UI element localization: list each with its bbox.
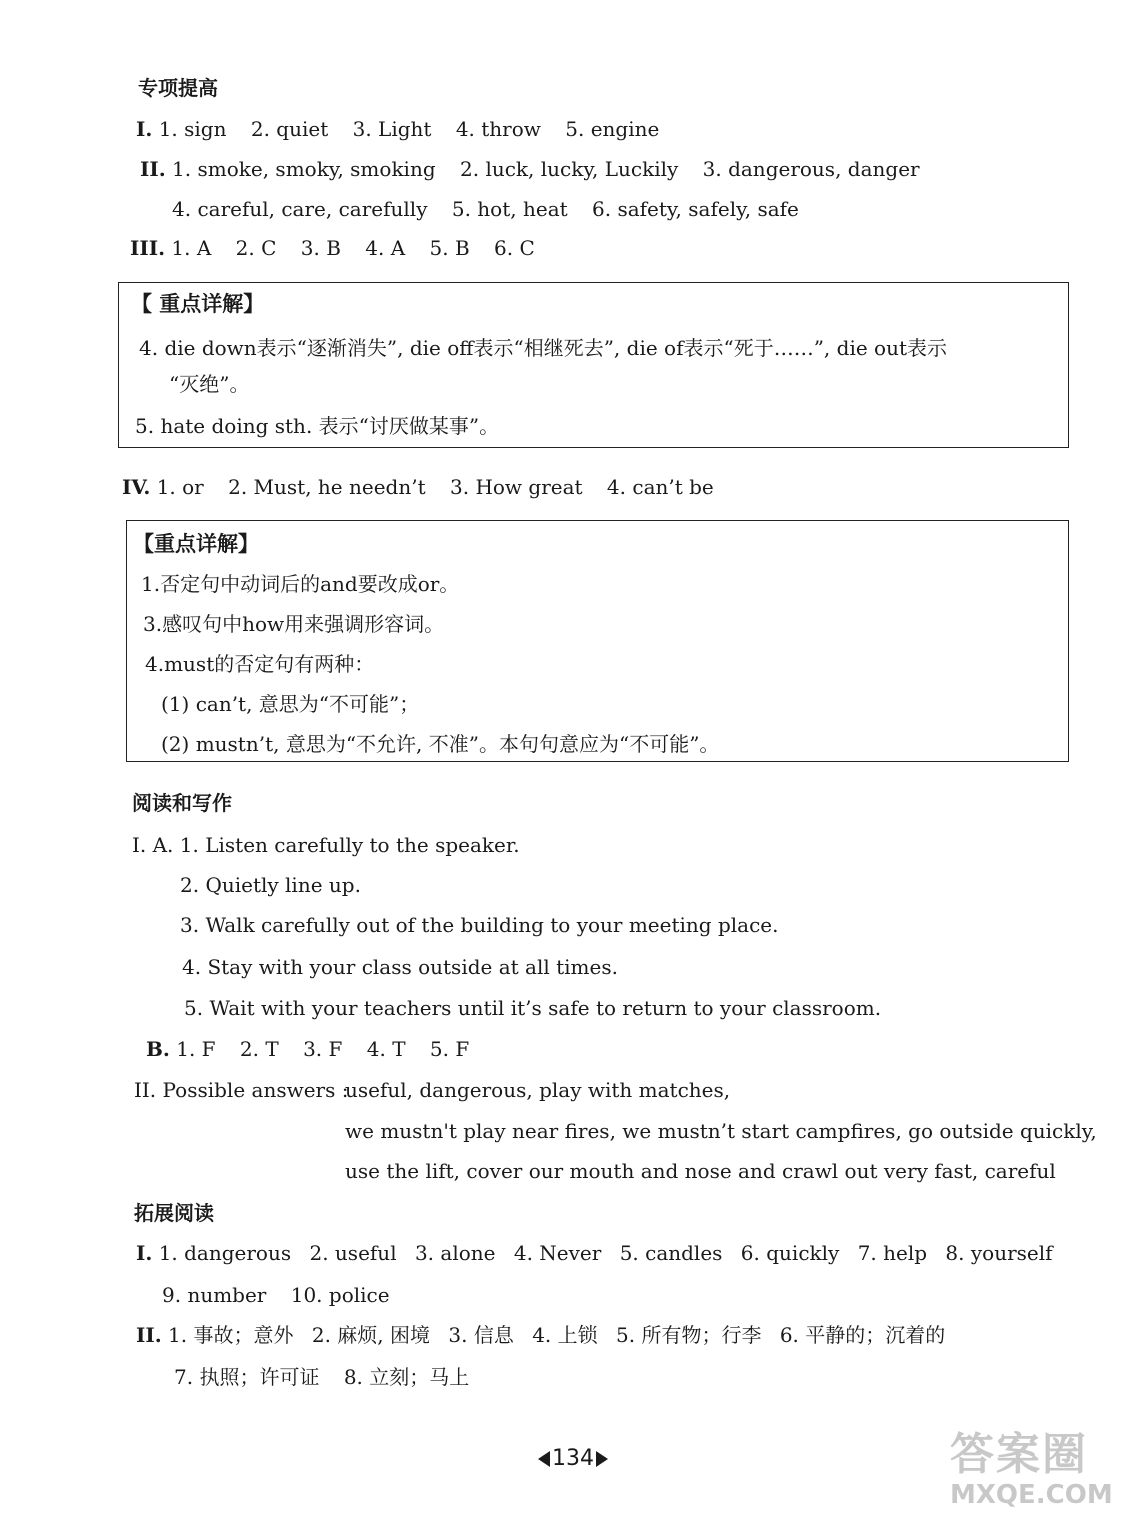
answer-item: 2. Must, he needn’t <box>228 475 426 499</box>
answer-row-I <box>136 1240 1053 1266</box>
row-label: III. <box>130 236 166 260</box>
answer-item: 4. throw <box>455 117 541 141</box>
answer-row-IV <box>122 474 714 500</box>
answer-line: we mustn't play near fires, we mustn’t start campfires, go outside quickly, <box>345 1119 1097 1143</box>
answer-item: 4. A <box>365 236 406 260</box>
answer-item: 2. luck, lucky, Luckily <box>460 157 679 181</box>
explanation-line: 3.感叹句中how用来强调形容词。 <box>143 612 445 636</box>
answer-item: 9. number <box>162 1283 267 1307</box>
answer-item: 1. F <box>176 1037 216 1061</box>
answer-item: 3. F <box>303 1037 343 1061</box>
answer-item: 1. or <box>156 475 204 499</box>
answer-item: 2. T <box>239 1037 279 1061</box>
answer-line: I. A. 1. Listen carefully to the speaker. <box>132 833 520 857</box>
answer-item: 2. 麻烦, 困境 <box>311 1323 431 1347</box>
answer-item: 1. 事故；意外 <box>168 1323 294 1347</box>
answer-line: 5. Wait with your teachers until it’s safe to return to your classroom. <box>184 996 882 1020</box>
answer-item: 7. help <box>857 1241 928 1265</box>
explanation-line: 1.否定句中动词后的and要改成or。 <box>141 572 460 596</box>
answer-item: 4. 上锁 <box>532 1323 598 1347</box>
answer-line: 2. Quietly line up. <box>180 873 361 897</box>
explanation-line: 4.must的否定句有两种： <box>145 652 375 676</box>
answer-item: 5. engine <box>565 117 660 141</box>
answer-item: 1. smoke, smoky, smoking <box>172 157 436 181</box>
watermark-logo: 答案圈 <box>950 1429 1088 1480</box>
answer-item: 1. sign <box>158 117 227 141</box>
key-points-box-1 <box>118 282 1069 448</box>
explanation-line: “灭绝”。 <box>169 372 250 396</box>
answer-item: 3. alone <box>414 1241 496 1265</box>
answer-line: use the lift, cover our mouth and nose and crawl out very fast, careful <box>345 1159 1056 1183</box>
row-label: B. <box>146 1037 170 1061</box>
explanation-line: (2) mustn’t, 意思为“不允许, 不准”。本句句意应为“不可能”。 <box>161 732 720 756</box>
answer-row-B <box>146 1036 469 1062</box>
answer-item: 3. 信息 <box>448 1323 514 1347</box>
answer-item: 4. can’t be <box>606 475 714 499</box>
possible-answers-label: II. Possible answers : <box>134 1078 349 1102</box>
answer-item: 6. 平静的；沉着的 <box>779 1323 946 1347</box>
answer-line: 3. Walk carefully out of the building to your meeting place. <box>180 913 779 937</box>
row-label: I. <box>136 117 153 141</box>
answer-item: 5. F <box>429 1037 470 1061</box>
answer-item: 3. B <box>300 236 341 260</box>
box-title: 【重点详解】 <box>133 531 259 556</box>
answer-item: 3. Light <box>352 117 432 141</box>
section-title-special-improvement: 专项提高 <box>138 76 218 100</box>
answer-item: 6. quickly <box>740 1241 840 1265</box>
answer-item: 1. A <box>171 236 212 260</box>
answer-item: 6. safety, safely, safe <box>592 197 799 221</box>
answer-item: 5. hot, heat <box>451 197 568 221</box>
page-number <box>538 1446 608 1472</box>
answer-row-III <box>130 235 535 261</box>
key-points-box-2 <box>126 520 1069 762</box>
answer-item: 4. T <box>366 1037 406 1061</box>
answer-item: 4. Never <box>513 1241 602 1265</box>
answer-row-II <box>136 1322 945 1348</box>
row-label: II. <box>136 1323 162 1347</box>
answer-item: 5. 所有物；行李 <box>616 1323 762 1347</box>
answer-item: 4. careful, care, carefully <box>172 197 428 221</box>
answer-item: 8. 立刻；马上 <box>343 1365 470 1389</box>
answer-item: 1. dangerous <box>158 1241 292 1265</box>
explanation-line: (1) can’t, 意思为“不可能”； <box>161 692 420 716</box>
explanation-line: 4. die down表示“逐渐消失”, die off表示“相继死去”, die of表示“死于……”, die out表示 <box>139 336 947 360</box>
explanation-line: 5. hate doing sth. 表示“讨厌做某事”。 <box>135 414 500 438</box>
answer-line: 4. Stay with your class outside at all times. <box>182 955 618 979</box>
answer-item: 2. quiet <box>250 117 329 141</box>
answer-item: 3. How great <box>450 475 583 499</box>
section-title-extended-reading: 拓展阅读 <box>134 1201 214 1225</box>
answer-item: 2. useful <box>309 1241 397 1265</box>
row-label: II. <box>140 157 166 181</box>
answer-item: 10. police <box>290 1283 390 1307</box>
answer-item: 3. dangerous, danger <box>702 157 920 181</box>
answer-row-II-cont <box>172 196 799 222</box>
answer-row-I-cont <box>162 1282 390 1308</box>
arrow-left-icon <box>538 1451 550 1467</box>
page-number-text: 134 <box>552 1446 594 1471</box>
answer-row-I <box>136 116 659 142</box>
row-label: IV. <box>122 475 151 499</box>
answer-item: 8. yourself <box>945 1241 1053 1265</box>
section-title-reading-writing: 阅读和写作 <box>132 791 232 815</box>
answer-row-II <box>140 156 920 182</box>
answer-line: useful, dangerous, play with matches, <box>345 1078 731 1102</box>
box-title: 【 重点详解】 <box>131 291 265 316</box>
answer-row-II-cont <box>174 1364 469 1390</box>
watermark <box>950 1430 1120 1530</box>
answer-item: 7. 执照；许可证 <box>174 1365 320 1389</box>
row-label: I. <box>136 1241 153 1265</box>
arrow-right-icon <box>596 1451 608 1467</box>
watermark-url: MXQE.COM <box>950 1480 1113 1510</box>
answer-item: 2. C <box>235 236 277 260</box>
answer-item: 5. B <box>429 236 470 260</box>
answer-item: 5. candles <box>619 1241 723 1265</box>
answer-item: 6. C <box>494 236 535 260</box>
